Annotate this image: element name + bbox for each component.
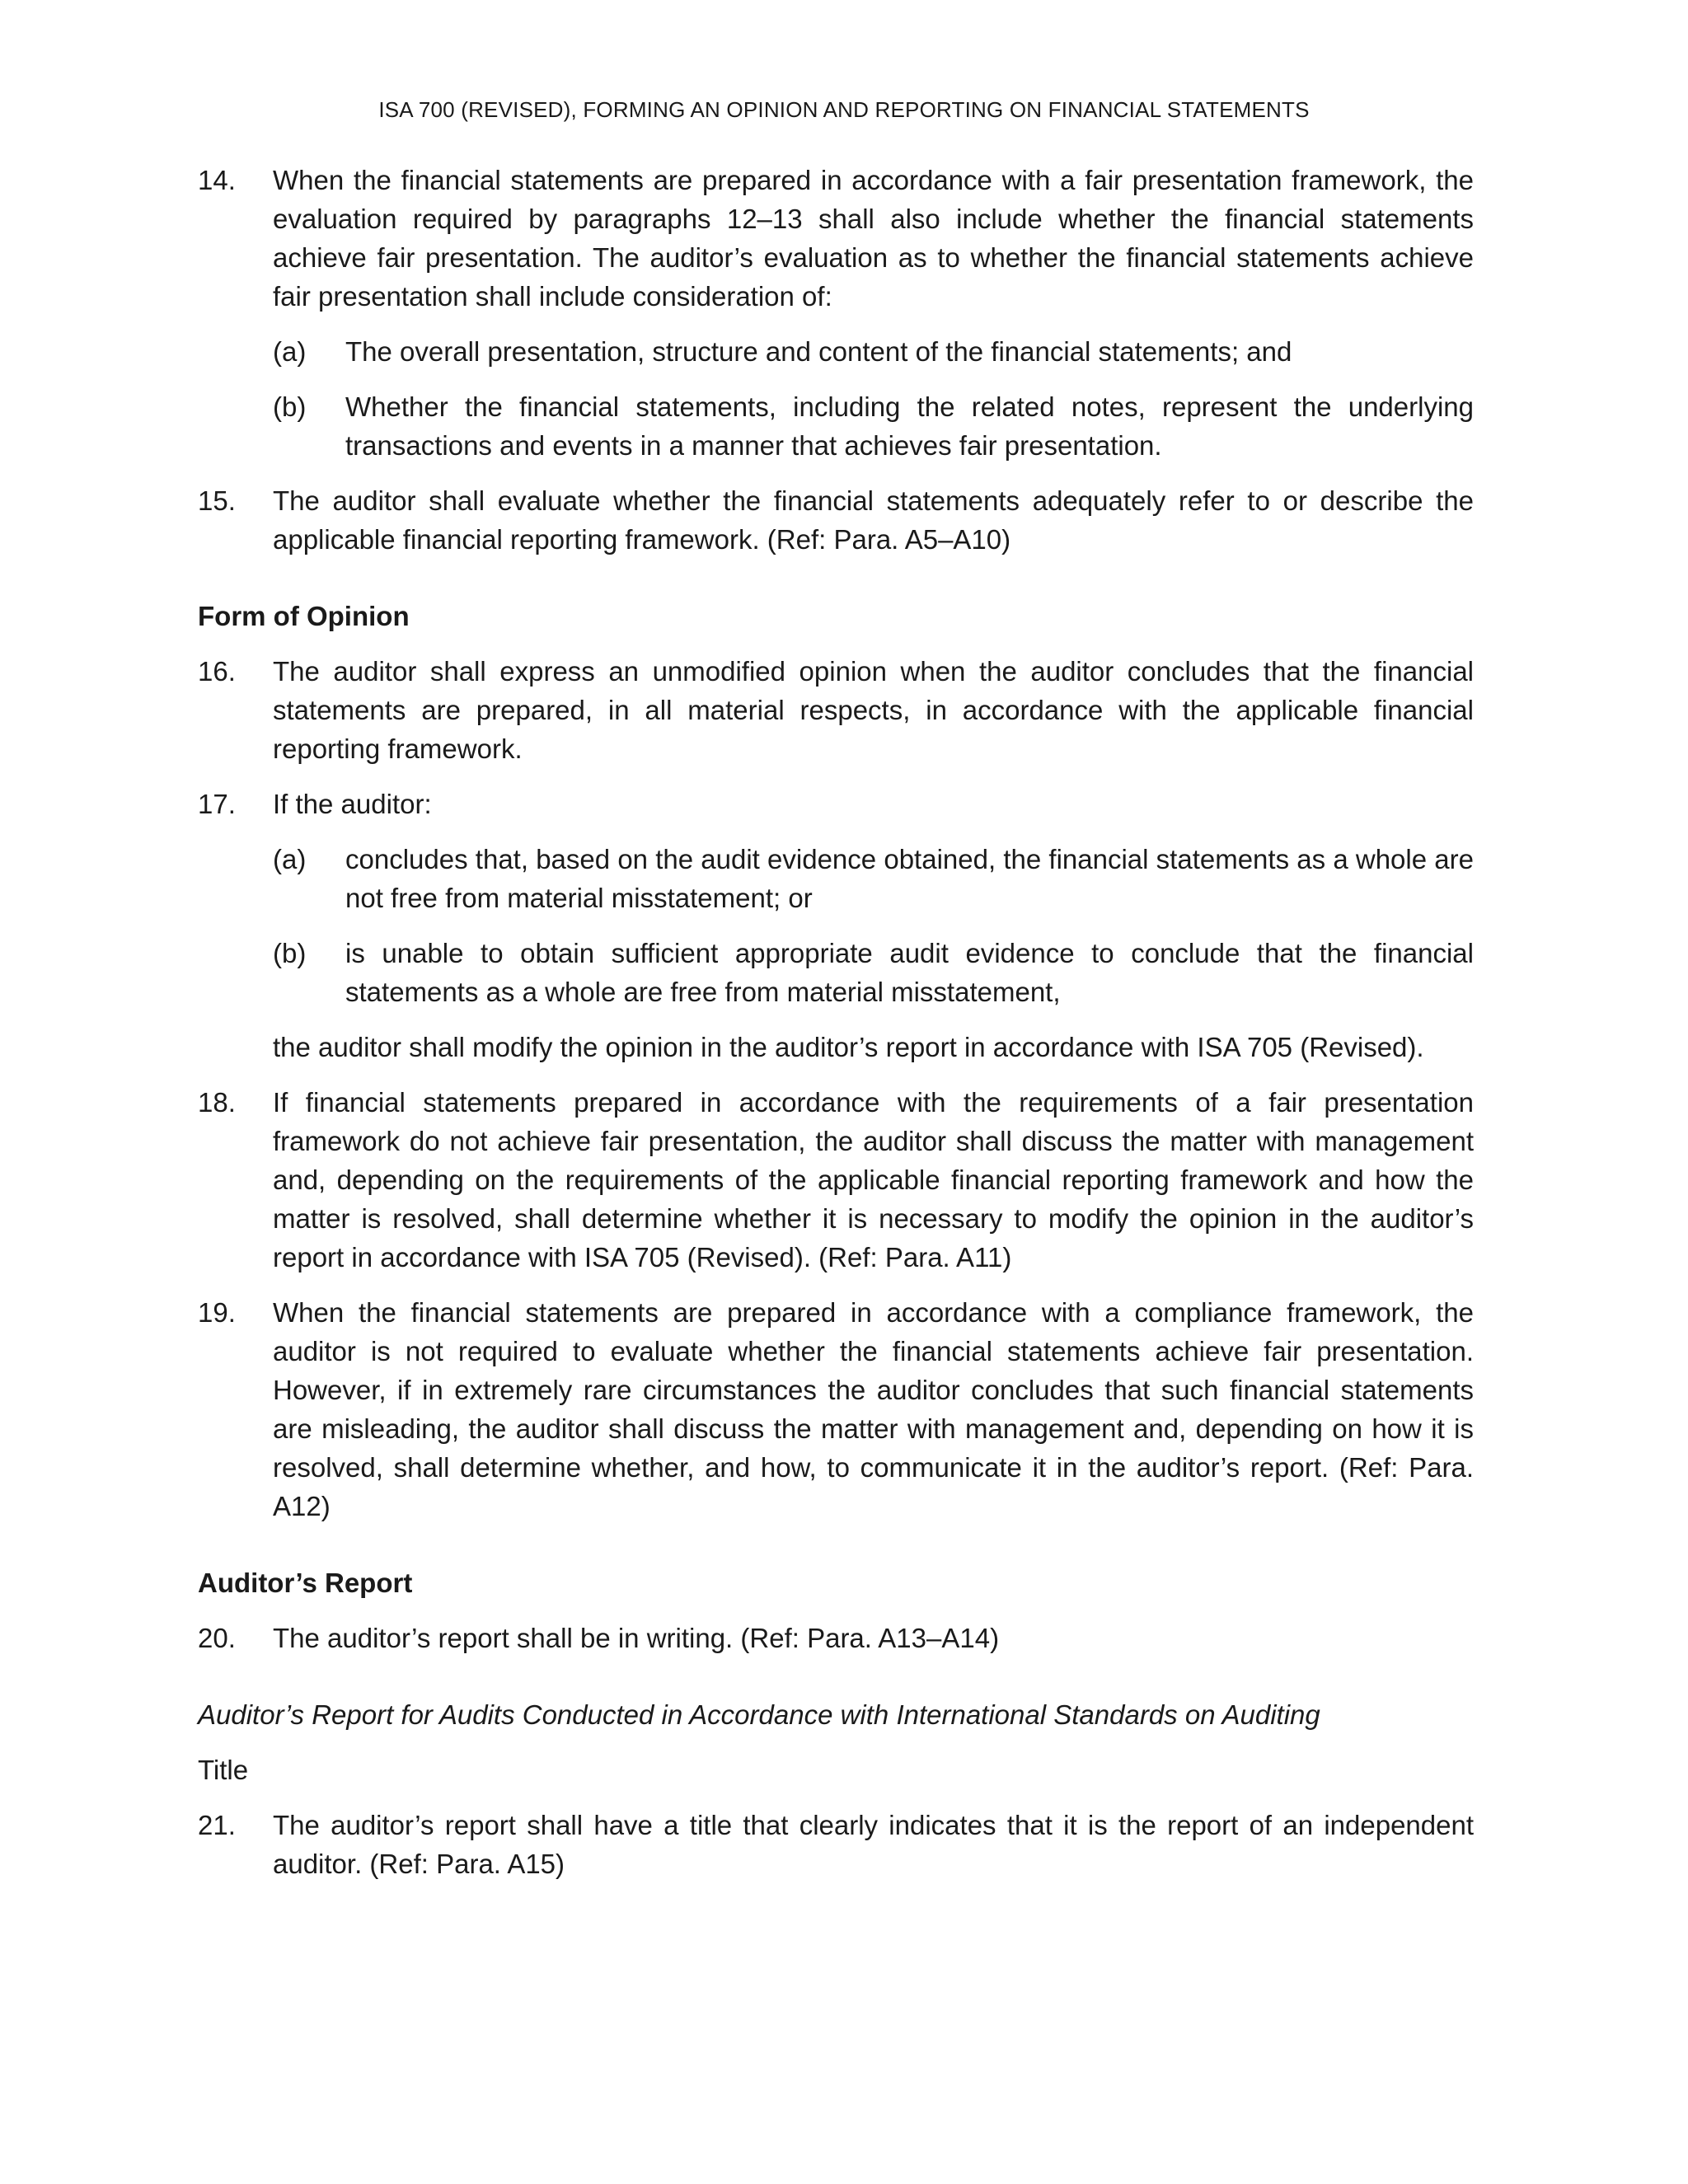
paragraph-18 <box>198 1083 1474 1277</box>
paragraph-number: 15. <box>198 485 236 516</box>
paragraph-15 <box>198 481 1474 559</box>
paragraph-number: 17. <box>198 789 236 819</box>
paragraph-body <box>273 161 1474 465</box>
sub-item-label: (a) <box>273 336 307 367</box>
paragraph-16 <box>198 652 1474 768</box>
sub-item-b <box>273 387 1474 465</box>
sub-item-text: Whether the financial statements, including the related notes, represent the underlying transactions and events in a manner that achieves fair presentation. <box>345 391 1474 461</box>
page-header: ISA 700 (REVISED), FORMING AN OPINION AND REPORTING ON FINANCIAL STATEMENTS <box>378 97 1310 122</box>
sub-item-a <box>273 840 1474 917</box>
paragraph-number: 21. <box>198 1810 236 1840</box>
sub-item-a <box>273 332 1474 371</box>
paragraph-text: If the auditor: <box>273 789 432 819</box>
paragraph-number: 20. <box>198 1623 236 1653</box>
document-body <box>198 161 1474 1900</box>
subsection-heading-title: Title <box>198 1755 249 1785</box>
paragraph-number: 16. <box>198 656 236 687</box>
paragraph-14 <box>198 161 1474 465</box>
sub-item-b <box>273 934 1474 1011</box>
paragraph-text: When the financial statements are prepared in accordance with a compliance framework, the auditor is not required to evaluate whether the financial statements achieve fair presentation. However, if in extremely rare circumstances the auditor concludes that such financial statements are misleading, the auditor shall discuss the matter with management and, depending on how it is resolved, shall determine whether, and how, to communicate it in the auditor’s report. (Ref: Para. A12) <box>273 1297 1474 1521</box>
paragraph-21 <box>198 1806 1474 1883</box>
paragraph-body <box>273 785 1474 1066</box>
paragraph-text: When the financial statements are prepared in accordance with a fair presentation framework, the evaluation required by paragraphs 12–13 shall also include whether the financial statements achieve fair presentation. The auditor’s evaluation as to whether the financial statements achieve fair presentation shall include consideration of: <box>273 165 1474 312</box>
subsection-heading-isa-audits: Auditor’s Report for Audits Conducted in Accordance with International Standards on Auditing <box>198 1699 1320 1730</box>
paragraph-number: 19. <box>198 1297 236 1328</box>
paragraph-19 <box>198 1293 1474 1526</box>
paragraph-continuation: the auditor shall modify the opinion in the auditor’s report in accordance with ISA 705 (Revised). <box>273 1032 1424 1062</box>
section-heading-auditors-report: Auditor’s Report <box>198 1568 413 1598</box>
paragraph-number: 14. <box>198 165 236 195</box>
sub-item-text: concludes that, based on the audit evidence obtained, the financial statements as a whole are not free from material misstatement; or <box>345 844 1474 913</box>
sub-item-text: is unable to obtain sufficient appropriate audit evidence to conclude that the financial statements as a whole are free from material misstatement, <box>345 938 1474 1007</box>
paragraph-text: If financial statements prepared in accordance with the requirements of a fair presentation framework do not achieve fair presentation, the auditor shall discuss the matter with management and, depending on the requirements of the applicable financial reporting framework and how the matter is resolved, shall determine whether it is necessary to modify the opinion in the auditor’s report in accordance with ISA 705 (Revised). (Ref: Para. A11) <box>273 1087 1474 1272</box>
section-heading-form-of-opinion: Form of Opinion <box>198 601 410 631</box>
sub-item-text: The overall presentation, structure and content of the financial statements; and <box>345 336 1292 367</box>
paragraph-17 <box>198 785 1474 1066</box>
sub-item-label: (b) <box>273 938 307 968</box>
paragraph-number: 18. <box>198 1087 236 1118</box>
paragraph-text: The auditor’s report shall be in writing. (Ref: Para. A13–A14) <box>273 1623 1000 1653</box>
paragraph-20 <box>198 1619 1474 1657</box>
sub-item-label: (a) <box>273 844 307 874</box>
paragraph-text: The auditor’s report shall have a title that clearly indicates that it is the report of an independent auditor. (Ref: Para. A15) <box>273 1810 1474 1879</box>
sub-item-label: (b) <box>273 391 307 422</box>
paragraph-text: The auditor shall express an unmodified opinion when the auditor concludes that the financial statements are prepared, in all material respects, in accordance with the applicable financial reporting framework. <box>273 656 1474 764</box>
paragraph-text: The auditor shall evaluate whether the financial statements adequately refer to or describe the applicable financial reporting framework. (Ref: Para. A5–A10) <box>273 485 1474 555</box>
